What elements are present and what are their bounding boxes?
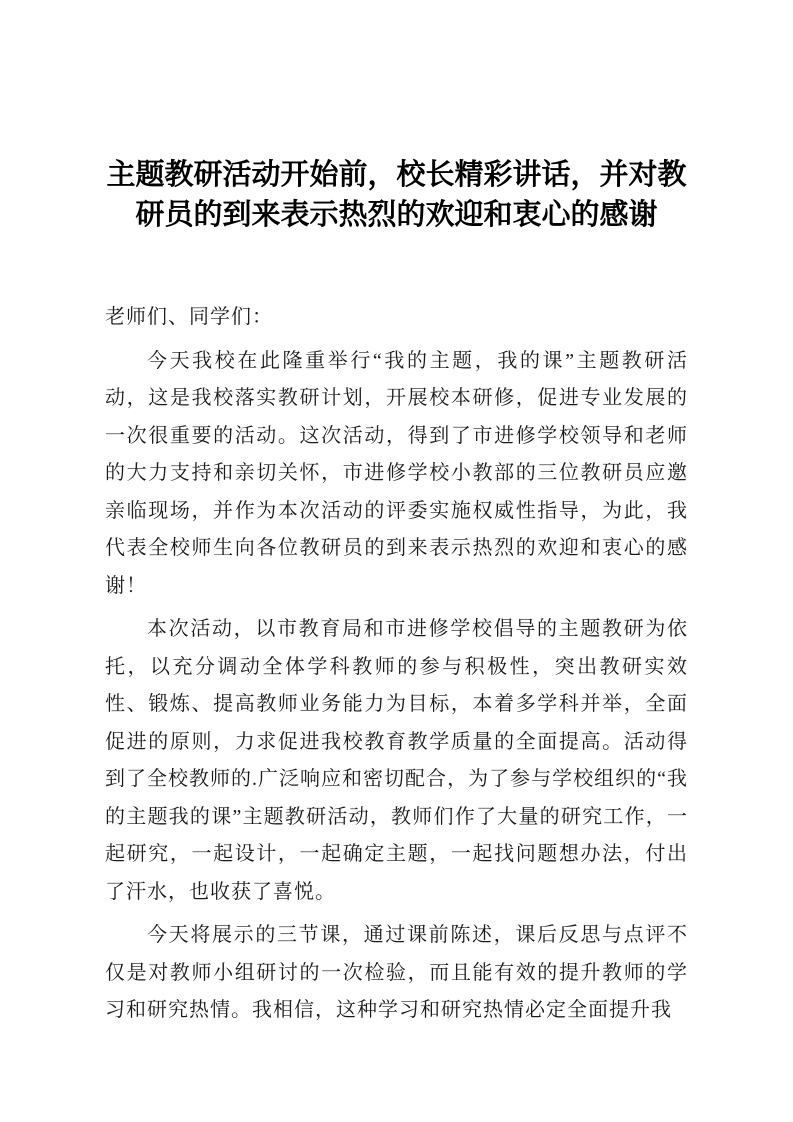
salutation-line: 老师们、同学们： [105, 306, 273, 328]
document-title: 主题教研活动开始前，校长精彩讲话，并对教研员的到来表示热烈的欢迎和衷心的感谢 [106, 159, 687, 231]
paragraph-1: 今天我校在此隆重举行“我的主题，我的课”主题教研活动，这是我校落实教研计划，开展校本研修，促进专业发展的一次很重要的活动。这次活动，得到了市进修学校领导和老师的大力支持和亲切关怀，市进修学校小教部的三位教研员应邀亲临现场，并作为本次活动的评委实施权威性指导，为此，我代表全校师生向各位教研员的到来表示热烈的欢迎和衷心的感谢！ [105, 349, 688, 597]
document-body [105, 299, 688, 1030]
paragraph-3: 今天将展示的三节课，通过课前陈述，课后反思与点评不仅是对教师小组研讨的一次检验，而且能有效的提升教师的学习和研究热情。我相信，这种学习和研究热情必定全面提升我 [105, 924, 688, 1021]
paragraph-2: 本次活动，以市教育局和市进修学校倡导的主题教研为依托，以充分调动全体学科教师的参与积极性，突出教研实效性、锻炼、提高教师业务能力为目标，本着多学科并举，全面促进的原则，力求促进我校教育教学质量的全面提高。活动得到了全校教师的.广泛响应和密切配合，为了参与学校组织的“我的主题我的课”主题教研活动，教师们作了大量的研究工作，一起研究，一起设计，一起确定主题，一起找问题想办法，付出了汗水，也收获了喜悦。 [105, 618, 688, 903]
